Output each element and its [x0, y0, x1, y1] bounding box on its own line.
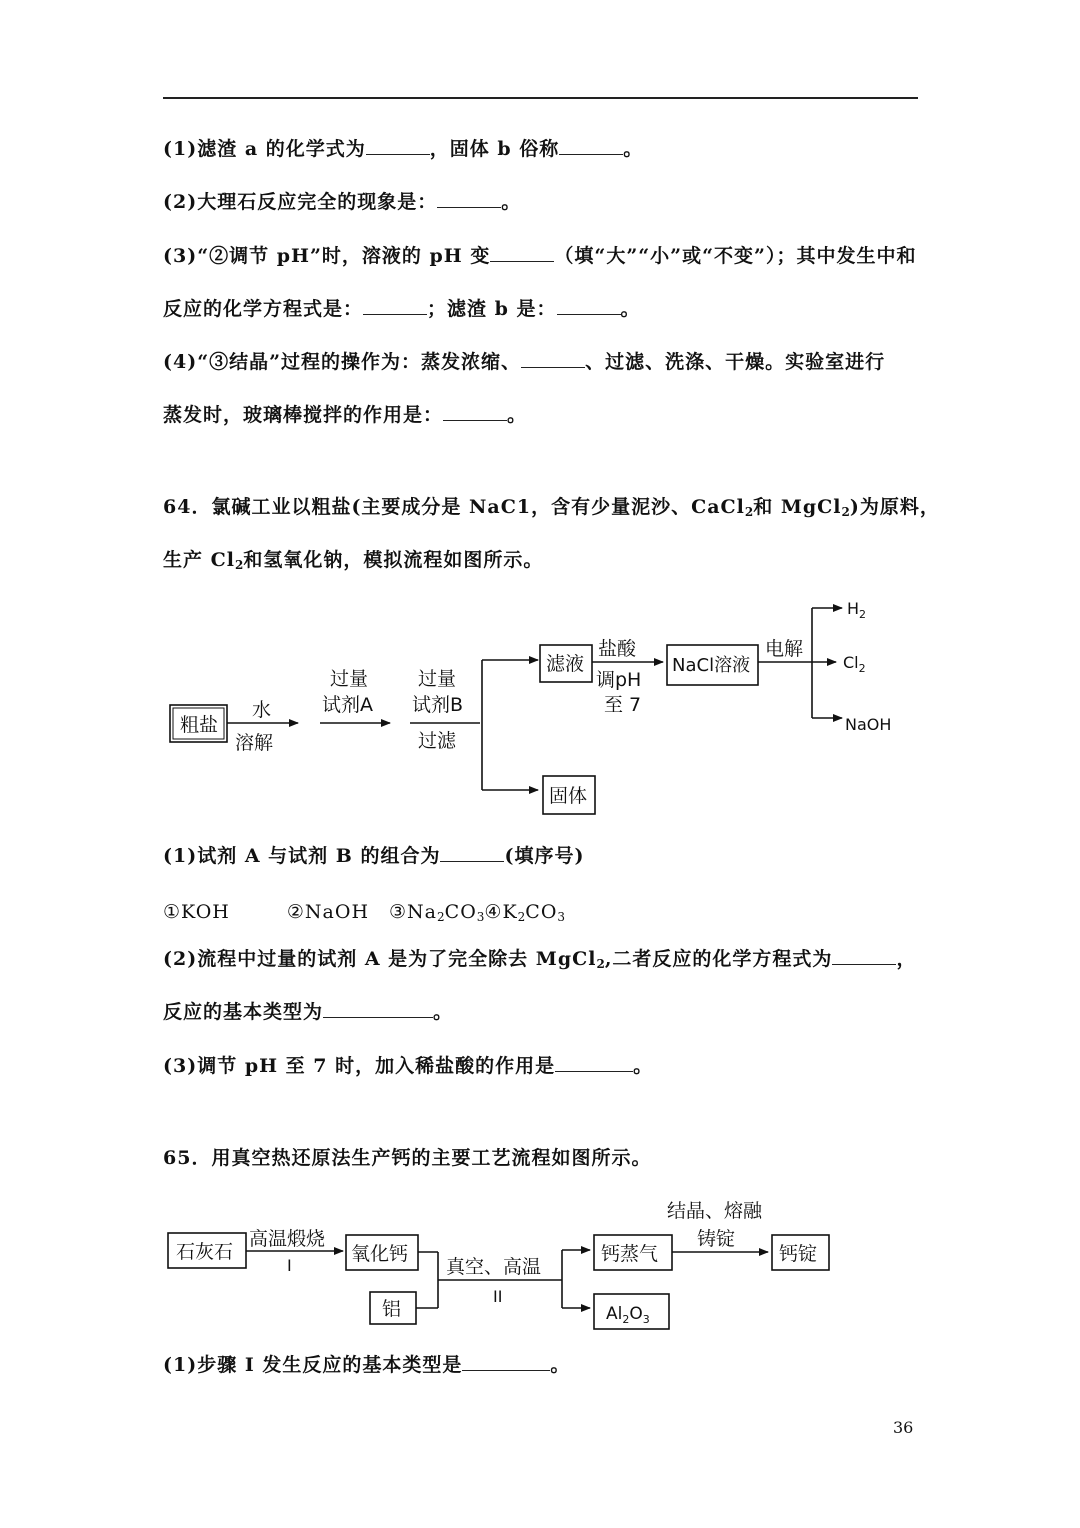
q63-part1: (1)滤渣 a 的化学式为 ，固体 b 俗称 。 — [163, 138, 644, 160]
answer-blank[interactable] — [462, 1352, 550, 1371]
label-reagent-a: 试剂A — [322, 694, 373, 716]
q63-part3-cont: 反应的化学方程式是： ；滤渣 b 是： 。 — [163, 298, 641, 320]
label-cao: 氧化钙 — [351, 1243, 409, 1265]
q63-part3: (3)“②调节 pH”时，溶液的 pH 变 （填“大”“小”或“不变”）；其中发生中和 — [163, 245, 917, 267]
filtrate-box — [540, 645, 592, 682]
label-vacuum: 真空、高温 — [446, 1256, 542, 1278]
q64-part2-cont: 反应的基本类型为 。 — [163, 1001, 454, 1023]
answer-blank[interactable] — [363, 296, 427, 315]
q64-part1: (1)试剂 A 与试剂 B 的组合为 (填序号) — [163, 845, 585, 867]
q64-part2: (2)流程中过量的试剂 A 是为了完全除去 MgCl$_2$,二者反应的化学方程式为 ， — [163, 948, 917, 971]
answer-blank[interactable] — [557, 296, 621, 315]
answer-blank[interactable] — [555, 1053, 633, 1072]
label-crude-salt: 粗盐 — [180, 714, 219, 736]
page-number: 36 — [893, 1418, 914, 1437]
limestone-box — [168, 1233, 246, 1268]
q65-intro: 65．用真空热还原法生产钙的主要工艺流程如图所示。 — [163, 1147, 652, 1169]
solid-box — [543, 776, 595, 814]
label-al: 铝 — [382, 1298, 402, 1320]
label-crystallize: 结晶、熔融 — [667, 1200, 763, 1222]
label-excess-a: 过量 — [330, 668, 369, 690]
answer-blank[interactable] — [521, 349, 585, 368]
cao-box — [346, 1235, 418, 1270]
al-box — [370, 1292, 416, 1324]
answer-blank[interactable] — [559, 136, 623, 155]
label-ingot-cast: 铸锭 — [697, 1228, 736, 1250]
q64-intro: 64．氯碱工业以粗盐(主要成分是 NaC1，含有少量泥沙、CaCl$_2$和 MgCl$_2$)为原料， — [163, 496, 940, 519]
q63-part2: (2)大理石反应完全的现象是： 。 — [163, 191, 522, 213]
q64-flow-labels — [180, 599, 891, 807]
al2o3-box — [594, 1294, 669, 1329]
label-filtrate: 滤液 — [546, 653, 585, 675]
label-step2: II — [493, 1287, 503, 1306]
answer-blank[interactable] — [366, 136, 430, 155]
label-reagent-b: 试剂B — [412, 694, 464, 716]
label-excess-b: 过量 — [418, 668, 457, 690]
label-naoh: NaOH — [845, 715, 892, 734]
label-electrolysis: 电解 — [765, 638, 804, 660]
label-calcination: 高温煅烧 — [249, 1228, 326, 1250]
label-water: 水 — [252, 699, 272, 721]
label-adjust-ph: 调pH — [596, 669, 642, 691]
q65-flow-diagram — [168, 1233, 829, 1329]
crude-salt-box — [170, 705, 227, 742]
answer-blank[interactable] — [443, 402, 507, 421]
ca-ingot-box — [772, 1235, 829, 1270]
label-step1: I — [287, 1256, 292, 1275]
nacl-solution-box — [667, 645, 758, 685]
label-dissolve: 溶解 — [235, 732, 274, 754]
label-solid: 固体 — [549, 785, 588, 807]
label-cl2: $Cl_2$ — [843, 653, 866, 675]
header-rule — [163, 97, 918, 99]
q64-intro-cont: 生产 $Cl_2$和氢氧化钠，模拟流程如图所示。 — [163, 549, 544, 572]
q65-part1: (1)步骤 I 发生反应的基本类型是 。 — [163, 1354, 571, 1376]
label-ca-ingot: 钙锭 — [779, 1243, 818, 1265]
answer-blank[interactable] — [437, 189, 501, 208]
label-limestone: 石灰石 — [176, 1241, 234, 1263]
label-ca-vapor: 钙蒸气 — [601, 1243, 659, 1265]
q63-part4: (4)“③结晶”过程的操作为：蒸发浓缩、 、过滤、洗涤、干燥。实验室进行 — [163, 351, 886, 373]
label-to7: 至 7 — [604, 694, 642, 716]
label-al2o3: $Al_2O_3$ — [606, 1304, 650, 1326]
answer-blank[interactable] — [490, 243, 554, 262]
label-hcl: 盐酸 — [598, 638, 637, 660]
q65-flow-labels — [176, 1200, 817, 1326]
q64-flow-diagram — [170, 608, 842, 814]
label-h2: $H_2$ — [847, 599, 867, 621]
label-nacl-solution: NaCl溶液 — [672, 655, 751, 676]
q63-part4-cont: 蒸发时，玻璃棒搅拌的作用是： 。 — [163, 404, 528, 426]
label-filter: 过滤 — [418, 730, 457, 752]
answer-blank[interactable] — [323, 999, 433, 1018]
q64-options: ①KOH ②NaOH $③Na_2CO_3④K_2CO_3$ — [163, 901, 566, 924]
q64-part3: (3)调节 pH 至 7 时，加入稀盐酸的作用是 。 — [163, 1055, 654, 1077]
answer-blank[interactable] — [832, 946, 896, 965]
ca-vapor-box — [594, 1235, 672, 1270]
answer-blank[interactable] — [440, 843, 504, 862]
